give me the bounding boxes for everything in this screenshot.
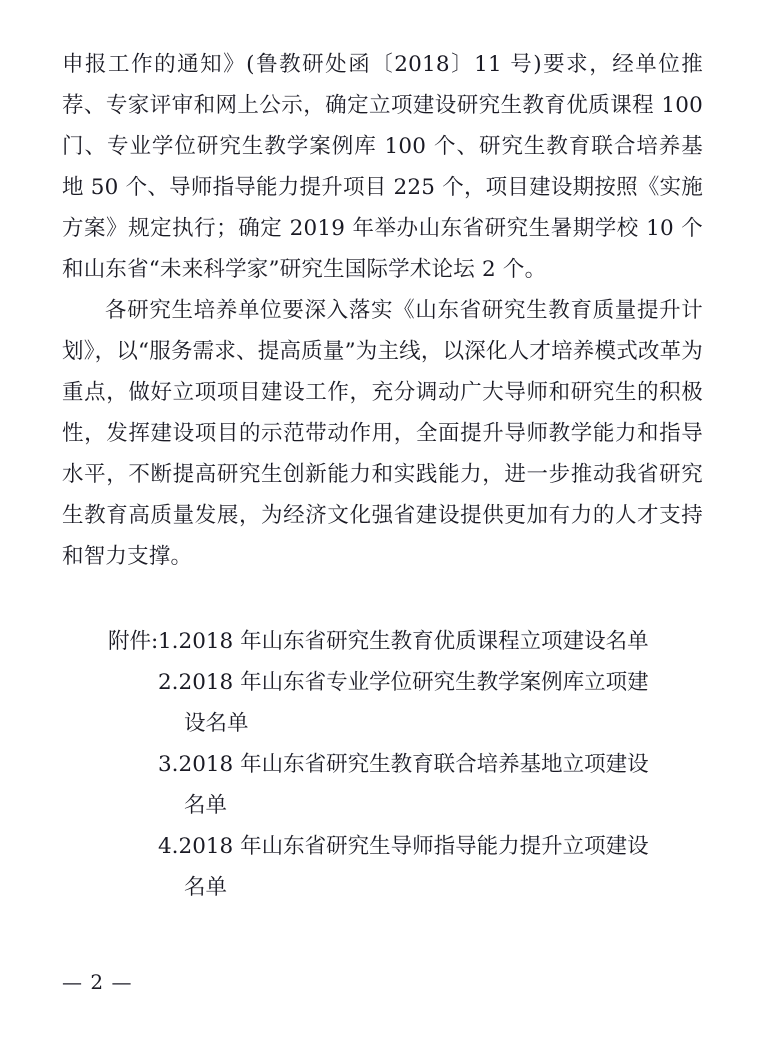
- attachment-text: [158, 621, 703, 662]
- attachment-number: 3.: [158, 752, 179, 777]
- attachment-title-continued: 名单: [184, 875, 228, 900]
- attachment-text: [158, 662, 703, 744]
- attachment-title: 2018 年山东省研究生教育联合培养基地立项建设: [178, 752, 649, 777]
- attachment-item: [62, 744, 703, 826]
- attachment-title: 2018 年山东省研究生教育优质课程立项建设名单: [178, 629, 649, 654]
- attachments-section: [62, 621, 703, 908]
- attachment-item: [62, 826, 703, 908]
- attachment-title-continued: 名单: [184, 793, 228, 818]
- paragraph-2: 各研究生培养单位要深入落实《山东省研究生教育质量提升计划》，以“服务需求、提高质量”为主线，以深化人才培养模式改革为重点，做好立项项目建设工作，充分调动广大导师和研究生的积极性，发挥建设项目的示范带动作用，全面提升导师教学能力和指导水平，不断提高研究生创新能力和实践能力，进一步推动我省研究生教育高质量发展，为经济文化强省建设提供更加有力的人才支持和智力支撑。: [62, 298, 703, 569]
- attachment-number: 4.: [158, 834, 179, 859]
- attachment-title: 2018 年山东省研究生导师指导能力提升立项建设: [178, 834, 649, 859]
- attachment-title-continued: 设名单: [184, 711, 249, 736]
- attachment-item: [62, 621, 703, 662]
- document-body: [62, 44, 703, 577]
- attachment-number: 1.: [158, 629, 179, 654]
- attachment-title: 2018 年山东省专业学位研究生教学案例库立项建: [178, 670, 649, 695]
- attachments-label: 附件:: [108, 629, 159, 654]
- attachment-text: [158, 744, 703, 826]
- attachment-text: [158, 826, 703, 908]
- page-number: — 2 —: [62, 970, 133, 994]
- paragraph-1: 申报工作的通知》(鲁教研处函〔2018〕11 号)要求，经单位推荐、专家评审和网上公示，确定立项建设研究生教育优质课程 100 门、专业学位研究生教学案例库 100 个、研究生教育联合培养基地 50 个、导师指导能力提升项目 225 个，项目建设期按照《实施方案》规定执行；确定 2019 年举办山东省研究生暑期学校 10 个和山东省“未来科学家”研究生国际学术论坛 2 个。: [62, 52, 703, 282]
- section-spacer: [62, 577, 703, 621]
- attachment-item: [62, 662, 703, 744]
- attachment-number: 2.: [158, 670, 179, 695]
